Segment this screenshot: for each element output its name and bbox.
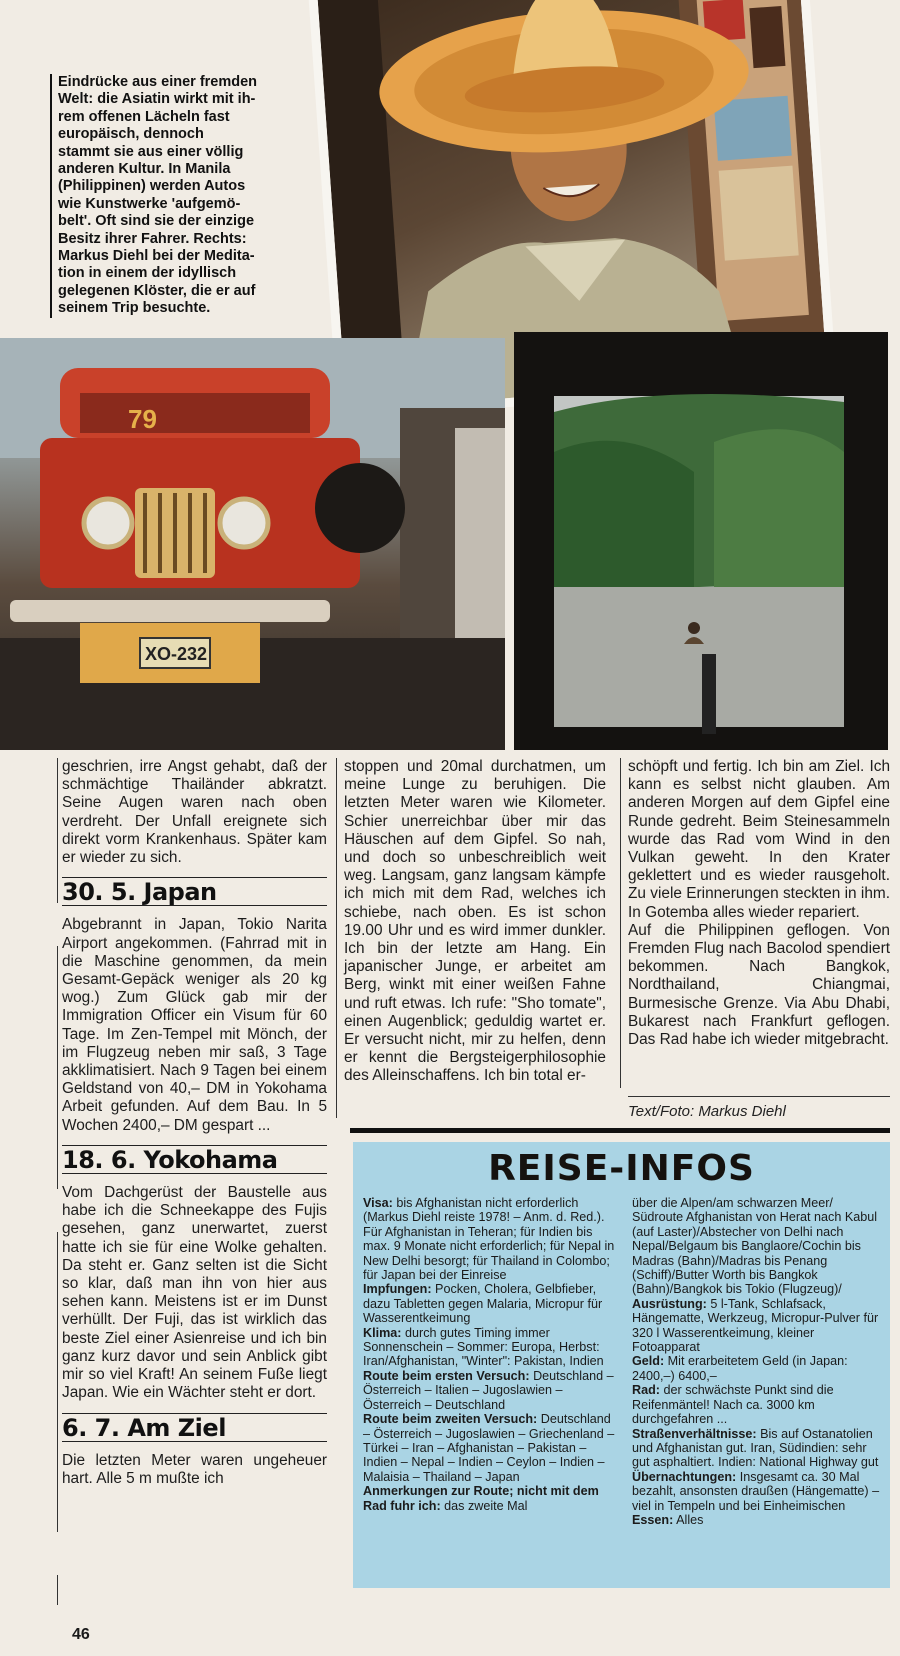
info-entry xyxy=(363,1326,615,1369)
info-text: Pocken, Cholera, Gelbfieber, dazu Tabletten gegen Malaria, Micropur für Wasserentkeimung xyxy=(363,1282,603,1326)
info-label: Straßenverhältnisse: xyxy=(632,1426,757,1441)
info-label: Route beim zweiten Versuch: xyxy=(363,1412,538,1427)
author-credit: Text/Foto: Markus Diehl xyxy=(628,1096,890,1120)
column-rule xyxy=(57,1575,58,1605)
reise-infos-box xyxy=(353,1142,890,1588)
photo-decorated-jeepney-art xyxy=(0,338,505,750)
info-label: Impfungen: xyxy=(363,1282,432,1297)
info-label: Route beim ersten Versuch: xyxy=(363,1368,530,1383)
paragraph-japan: Abgebrannt in Japan, Tokio Narita Airport angekommen. (Fahrrad mit in die Maschine genommen, da mein Gesamt-Gepäck weniger als 20 kg wog.) Zum Glück gab mir der Immigration Officer ein Visum für 60 Tage. Im Zen-Tempel mit Mönch, der im Flugzeug neben mir saß, 3 Tage akklimatisiert. Nach 9 Tagen bei einem Geldstand von 40,– DM in Yokohama Arbeit gefunden. Auf dem Bau. In 5 Wochen 2400,– DM gespart ... xyxy=(62,916,327,1134)
column-rule xyxy=(57,946,58,1189)
column-rule xyxy=(620,758,621,1088)
info-label: Essen: xyxy=(632,1512,674,1527)
paragraph-at-goal: schöpft und fertig. Ich bin am Ziel. Ich kann es selbst nicht glauben. Am anderen Morgen auf dem Gipfel eine Runde gedreht. Beim Steinesammeln wurde das Rad vom Wind in den Vulkan geweht. In den Krater geklettert und es wieder rausgeholt. Zu viele Erinnerungen steckten in ihm. In Gotemba alles wieder repariert. xyxy=(628,758,890,921)
reise-infos-left-column xyxy=(363,1196,615,1513)
info-entry xyxy=(632,1196,880,1297)
photo-caption: Eindrücke aus einer fremden Welt: die Asiatin wirkt mit ih- rem offenen Lächeln fast europäisch, dennoch stammt sie aus einer völlig anderen Kultur. In Manila (Philippinen) werden Autos wie Kunstwerke 'aufgemö- belt'. Oft sind sie der einzige Besitz ihrer Fahrer. Rechts: Markus Diehl bei der Medita- tion in einem der idyllisch gelegenen Klöster, die er auf seinem Trip besuchte. xyxy=(50,74,330,318)
info-text: Bis auf Ostanatolien und Afghanistan gut. Iran, Südindien: sehr gut asphaltiert. Indien: National Highway gut xyxy=(632,1426,879,1470)
heading-box-japan xyxy=(62,877,327,906)
reise-infos-right-column xyxy=(632,1196,880,1527)
info-label: Visa: xyxy=(363,1196,393,1210)
info-text: über die Alpen/am schwarzen Meer/ Südroute Afghanistan von Herat nach Kabul (auf Laster)/Abstecher von Delhi nach Nepal/Belgaum bis Banglaore/Cochin bis Madras (Bahn)/Madras bis Penang (Schiff)/Butter Worth bis Bangkok (Bahn)/Bangkok bis Tokio (Flugzeug)/ xyxy=(632,1196,878,1297)
info-entry xyxy=(363,1412,615,1484)
jeep-number: 79 xyxy=(128,404,157,434)
infos-top-bar xyxy=(350,1128,890,1133)
paragraph-am-ziel: Die letzten Meter waren ungeheuer hart. Alle 5 m mußte ich xyxy=(62,1451,327,1487)
info-text: 5 l-Tank, Schlafsack, Hängematte, Werkzeug, Micropur-Pulver für 320 l Wasserentkeimung, kleiner Fotoapparat xyxy=(632,1296,879,1355)
info-text: durch gutes Timing immer Sonnenschein – Sommer: Europa, Herbst: Iran/Afghanistan, "Winter": Pakistan, Indien xyxy=(363,1325,604,1369)
info-label: Geld: xyxy=(632,1354,665,1369)
heading-box-yokohama xyxy=(62,1145,327,1174)
page-number: 46 xyxy=(72,1626,90,1643)
info-text: Mit erarbeitetem Geld (in Japan: 2400,–) 6400,– xyxy=(632,1354,848,1383)
info-text: Deutschland – Österreich – Italien – Jugoslawien – Österreich – Deutschland xyxy=(363,1368,614,1412)
photo-decorated-jeepney xyxy=(0,338,505,750)
info-text: bis Afghanistan nicht erforderlich (Markus Diehl reiste 1978! – Anm. d. Red.). Für Afghanistan in Teheran; für Indien bis max. 9 Monate nicht erforderlich; für Nepal in New Delhi besorgt; für Thailand in Colombo; für Japan bei der Einreise xyxy=(363,1196,615,1283)
article-column-1 xyxy=(62,758,327,1488)
photo-temple-meditation xyxy=(514,332,888,750)
paragraph-yokohama: Vom Dachgerüst der Baustelle aus habe ich die Schneekappe des Fujis gesehen, ganz unerwartet, zuerst hatte ich sie für eine Wolke gehalten. Da steht er. Ganz selten ist die Sicht so klar, daß man ihn von hier aus sehen kann. Meistens ist er im Dunst verhüllt. Der Fuji, das ist wirklich das beste Ziel einer Asienreise und ich bin ganz kurz davor und sein Anblick gibt mir so viel Kraft! An seinem Fuße liegt Japan. Wie ein Wächter steht er dort. xyxy=(62,1184,327,1402)
heading-am-ziel: 6. 7. Am Ziel xyxy=(62,1413,226,1442)
reise-infos-title: REISE-INFOS xyxy=(488,1148,755,1189)
info-entry xyxy=(363,1484,615,1513)
info-text: Alles xyxy=(673,1512,704,1527)
info-entry xyxy=(632,1427,880,1470)
heading-box-am-ziel xyxy=(62,1413,327,1442)
info-text: Insgesamt ca. 30 Mal bezahlt, ansonsten draußen (Hängematte) – viel in Tempeln und bei Einheimischen xyxy=(632,1469,880,1513)
heading-japan: 30. 5. Japan xyxy=(62,878,217,907)
paragraph-return: Auf die Philippinen geflogen. Von Fremden Flug nach Bacolod spendiert bekommen. Nach Bangkok, Nordthailand, Chiangmai, Burmesische Grenze. Via Abu Dhabi, Bukarest nach Frankfurt geflogen. Das Rad habe ich wieder mitgebracht. xyxy=(628,921,890,1049)
info-entry xyxy=(363,1196,615,1282)
info-label: Anmerkungen zur Route; nicht mit dem Rad fuhr ich: xyxy=(363,1484,599,1513)
jeep-plate: XO-232 xyxy=(145,644,208,664)
info-entry xyxy=(632,1354,880,1383)
info-label: Klima: xyxy=(363,1325,402,1340)
info-text: Deutschland – Österreich – Jugoslawien – Griechenland – Türkei – Iran – Afghanistan – Pakistan – Indien – Nepal – Indien – Ceylon – Indien – Malaisia – Thailand – Japan xyxy=(363,1412,615,1484)
info-label: Ausrüstung: xyxy=(632,1296,707,1311)
column-rule xyxy=(57,758,58,903)
paragraph-summit-climb: stoppen und 20mal durchatmen, um meine Lunge zu beruhigen. Die letzten Meter waren wie Kilometer. Schier unerreichbar über mir das Häuschen auf dem Gipfel. So nah, und doch so unbeschreiblich weit weg. Langsam, ganz langsam kämpfe ich mich mit dem Rad, welches ich schiebe, nach oben. Es ist schon 19.00 Uhr und es wird immer dunkler. Ich bin der letzte am Hang. Ein japanischer Junge, er arbeitet am Berg, winkt mit einer weißen Fahne und ruft etwas. Ich rufe: "Sho tomate", einen Augenblick; geduldig wartet er. Er versucht nicht, mir zu helfen, denn er kennt die Bergsteigerphilosophie des Alleinschaffens. Ich bin total er- xyxy=(344,758,606,1085)
paragraph-accident: geschrien, irre Angst gehabt, daß der schmächtige Thailänder abkratzt. Seine Augen waren nach oben verdreht. Der Unfall ereignete sich direkt vorm Krankenhaus. Später kam er wieder zu sich. xyxy=(62,758,327,867)
info-entry xyxy=(632,1383,880,1426)
info-text: das zweite Mal xyxy=(440,1498,528,1513)
info-entry xyxy=(363,1282,615,1325)
heading-yokohama: 18. 6. Yokohama xyxy=(62,1145,278,1174)
info-entry xyxy=(363,1369,615,1412)
info-entry xyxy=(632,1513,880,1527)
info-entry xyxy=(632,1470,880,1513)
info-text: der schwächste Punkt sind die Reifenmäntel! Nach ca. 3000 km durchgefahren ... xyxy=(632,1383,834,1427)
info-label: Übernachtungen: xyxy=(632,1469,737,1484)
column-rule xyxy=(57,1232,58,1532)
photo-temple-meditation-art xyxy=(514,332,888,750)
article-column-2 xyxy=(344,758,606,1086)
column-rule xyxy=(336,758,337,1118)
info-label: Rad: xyxy=(632,1383,660,1398)
info-entry xyxy=(632,1297,880,1355)
article-column-3 xyxy=(628,758,890,1049)
